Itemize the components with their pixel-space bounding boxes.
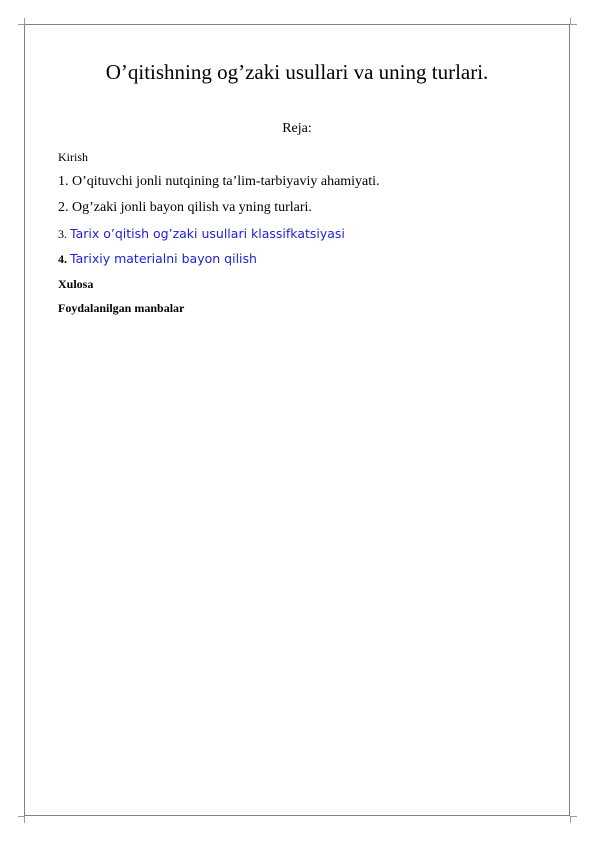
- plan-item-number: 2.: [58, 200, 69, 215]
- plan-item-number: 3.: [58, 227, 67, 241]
- plan-heading: Reja:: [282, 121, 312, 136]
- plan-item-number: 4.: [58, 252, 67, 266]
- plan-item-link[interactable]: Tarix o’qitish og’zaki usullari klassifkatsiyasi: [70, 226, 345, 241]
- plan-item-3: [58, 225, 345, 243]
- references-entry: Foydalanilgan manbalar: [58, 301, 185, 315]
- plan-item-text: O’qituvchi jonli nutqining ta’lim-tarbiyaviy ahamiyati.: [72, 174, 380, 189]
- crop-mark-bottom-left: [18, 816, 25, 823]
- document-title: O’qitishning og’zaki usullari va uning turlari.: [105, 60, 489, 84]
- plan-item-link[interactable]: Tarixiy materialni bayon qilish: [70, 251, 257, 266]
- plan-item-2: [58, 198, 312, 218]
- plan-item-1: [58, 172, 380, 192]
- plan-item-4: [58, 250, 257, 268]
- plan-item-text: Og’zaki jonli bayon qilish va yning turlari.: [72, 200, 312, 215]
- page-border: [24, 24, 570, 816]
- plan-item-number: 1.: [58, 174, 69, 189]
- crop-mark-bottom-right: [570, 816, 577, 823]
- crop-mark-top-right: [570, 18, 577, 25]
- conclusion-entry: Xulosa: [58, 277, 94, 291]
- intro-entry: Kirish: [58, 150, 88, 164]
- crop-mark-top-left: [18, 18, 25, 25]
